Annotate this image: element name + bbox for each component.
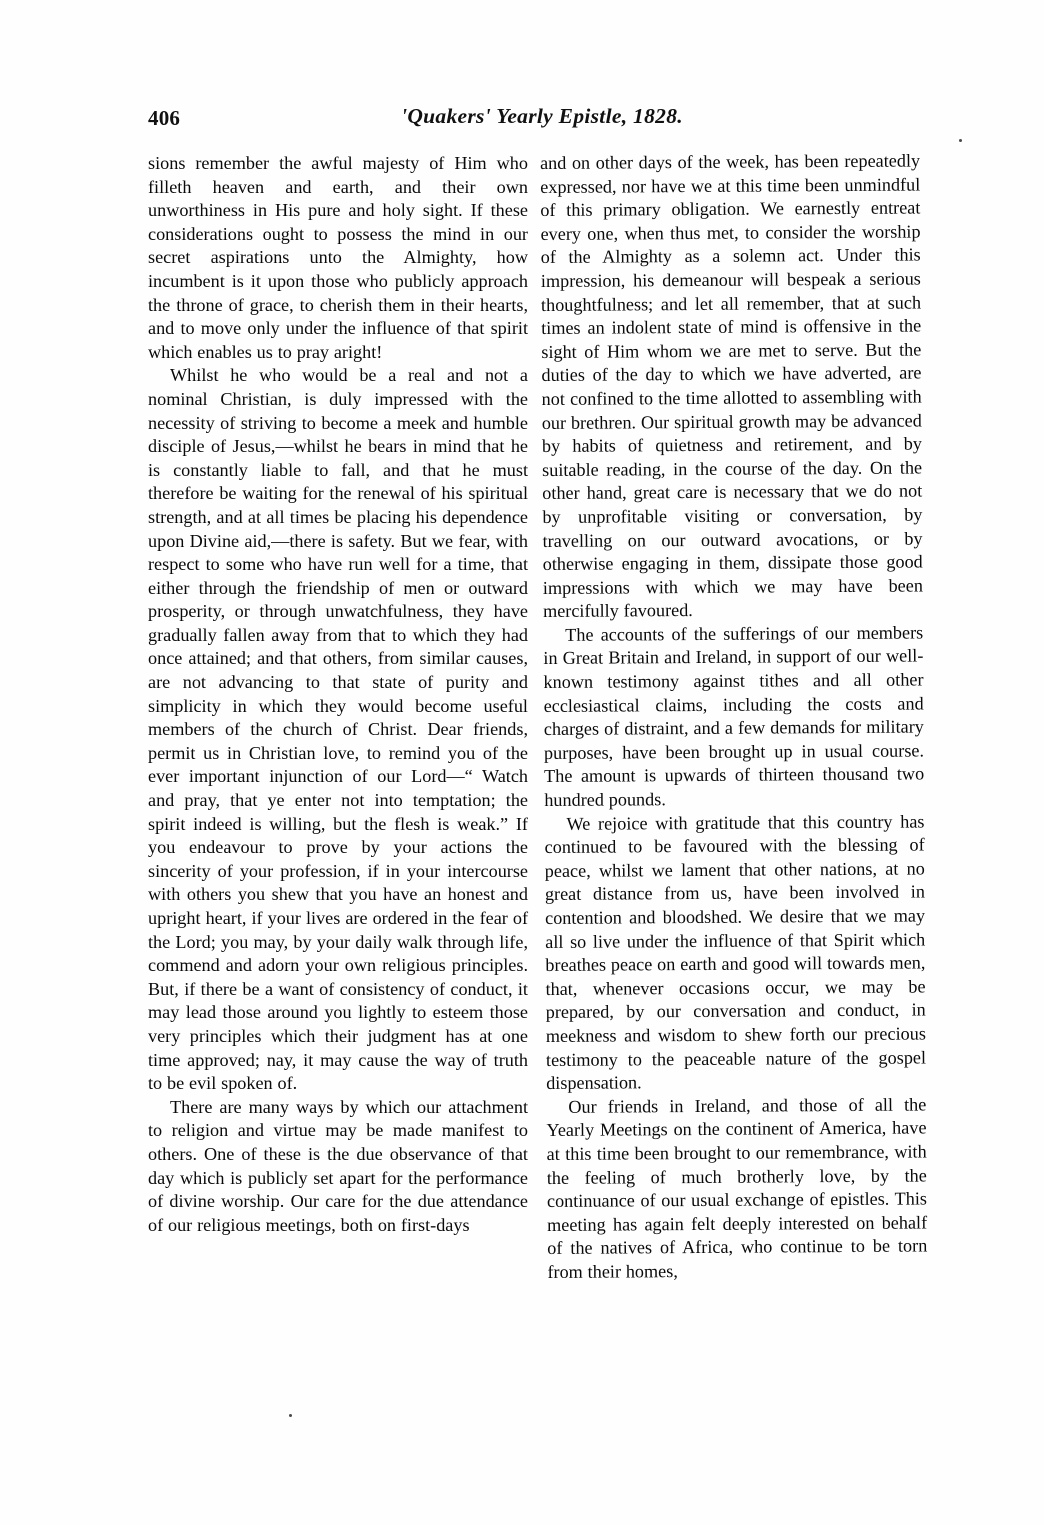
scan-speck: [289, 1414, 292, 1417]
paragraph: Whilst he who would be a real and not a nominal Christian, is duly impressed with the necessity of striving to become a meek and humble disciple of Jesus,—whilst he bears in mind that he is constantly liable to fall, and that he must therefore be waiting for the renewal of his spiritual strength, and at all times be placing his dependence upon Divine aid,—there is safety. But we fear, with respect to some who have run well for a time, that either through the friendship of men or outward prosperity, or through unwatchfulness, they have gradually fallen away from that to which they had once attained; and that others, from similar causes, are not advancing to that state of purity and simplicity in which they would become useful members of the church of Christ. Dear friends, permit us in Christian love, to remind you of the ever important injunction of our Lord—“ Watch and pray, that ye enter not into temptation; the spirit indeed is willing, but the flesh is weak.” If you endeavour to prove by your actions the sincerity of your profession, if in your intercourse with others you shew that you have an honest and upright heart, if your lives are ordered in the fear of the Lord; you may, by your daily walk through life, commend and adorn your own religious principles. But, if there be a want of consistency of conduct, it may lead those around you lightly to esteem those very principles which their judgment has at one time approved; nay, it may cause the way of truth to be evil spoken of.: [148, 365, 528, 1094]
paragraph: Our friends in Ireland, and those of all the Yearly Meetings on the continent of America, have at this time been brought to our remembrance, with the feeling of much brotherly love, by the continuance of our usual exchange of epistles. This meeting has again felt deeply interested on behalf of the natives of Africa, who continue to be torn from their homes,: [546, 1094, 928, 1282]
paragraph: We rejoice with gratitude that this country has continued to be favoured with the blessing of peace, whilst we lament that other nations, at no great distance from us, have been involved in contention and bloodshed. We desire that we may all so live under the influence of that Spirit which breathes peace on earth and good will towards men, that, whenever occasions occur, we may be prepared, by our conversation and conduct, in meekness and wisdom to shew forth our precious testimony to the peaceable nature of the gospel dispensation.: [544, 811, 927, 1094]
paragraph: There are many ways by which our attachment to religion and virtue may be made manifest to others. One of these is the due observance of that day which is publicly set apart for the performance of divine worship. Our care for the due attendance of our religious meetings, both on first-days: [148, 1096, 528, 1235]
paragraph: sions remember the awful majesty of Him who filleth heaven and earth, and their own unworthiness in His pure and holy sight. If these considerations ought to possess the mind in our secret aspirations unto the Almighty, how incumbent is it upon those who publicly approach the throne of grace, to cherish them in their hearts, and to move only under the influence of that spirit which enables us to pray aright!: [148, 153, 528, 362]
page-number: 406: [148, 106, 181, 130]
running-head: [148, 104, 920, 138]
column-left: [148, 152, 528, 1237]
paragraph: and on other days of the week, has been repeatedly expressed, nor have we at this time been unmindful of this primary obligation. We earnestly entreat every one, when thus met, to consider the worship of the Almighty as a solemn act. Under this impression, his demeanour will bespeak a serious thoughtfulness; and let all remember, that at such times an indolent state of mind is offensive in the sight of Him whom we are met to serve. But the duties of the day to which we have adverted, are not confined to the time allotted to assembling with our brethren. Our spiritual growth may be advanced by habits of quietness and retirement, and by suitable reading, in the course of the day. On the other hand, great care is necessary that we do not by unprofitable visiting or conversation, by travelling on our outward avocations, or by otherwise engaging in them, dissipate those good impressions with which we may have been mercifully favoured.: [540, 150, 923, 622]
paragraph: The accounts of the sufferings of our members in Great Britain and Ireland, in support of our well-known testimony against tithes and all other ecclesiastical claims, including the costs and charges of distraint, and a few demands for military purposes, have been brought up in usual course. The amount is upwards of thirteen thousand two hundred pounds.: [543, 622, 925, 811]
running-title: 'Quakers' Yearly Epistle, 1828.: [401, 104, 683, 128]
column-right: [540, 149, 928, 1284]
scan-speck: [959, 139, 962, 142]
